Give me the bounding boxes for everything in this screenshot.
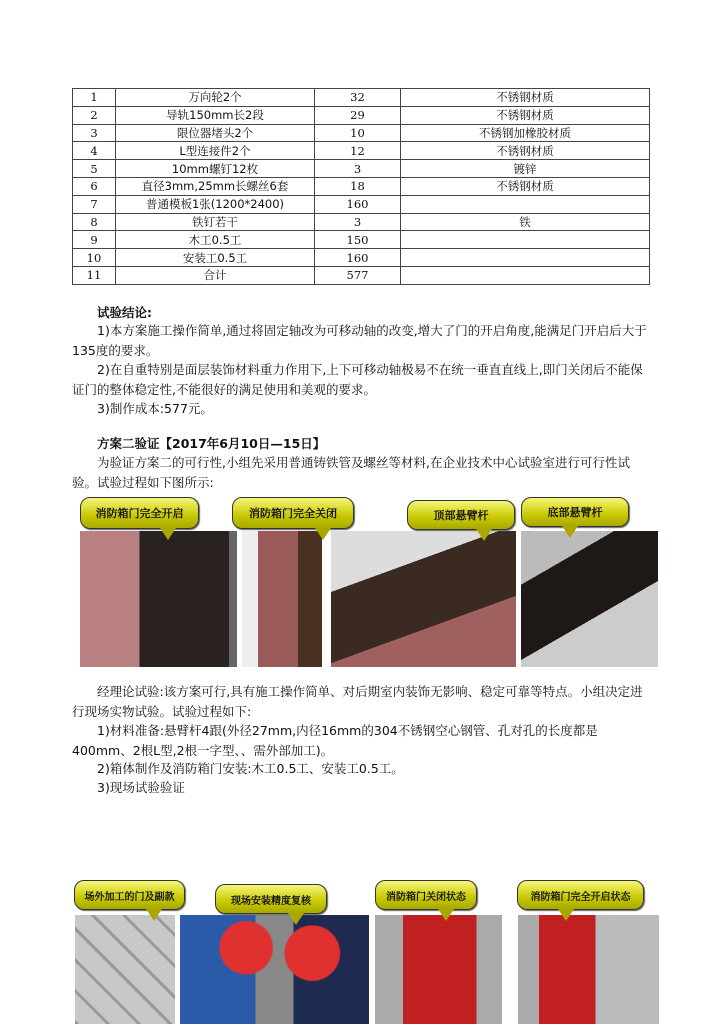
- material-cell: 镀锌: [401, 160, 650, 178]
- caption-callout: 现场安装精度复核: [215, 884, 327, 914]
- cost-cell: 3: [315, 213, 401, 231]
- conclusion-p3: 3)制作成本:577元。: [97, 401, 213, 416]
- table-row: [73, 106, 650, 124]
- material-cell: [401, 266, 650, 284]
- conclusion-p2: 2)在自重特别是面层装饰材料重力作用下,上下可移动轴极易不在统一垂直直线上,即门关闭后不能保证门的整体稳定性,不能很好的满足使用和美观的要求。: [72, 362, 643, 397]
- cost-cell: 29: [315, 106, 401, 124]
- row-number-cell: 2: [73, 106, 116, 124]
- caption-callout: 消防箱门关闭状态: [375, 880, 477, 910]
- row-number-cell: 4: [73, 142, 116, 160]
- row-number-cell: 10: [73, 249, 116, 267]
- row-number-cell: 11: [73, 266, 116, 284]
- table-row: [73, 89, 650, 107]
- cost-cell: 18: [315, 177, 401, 195]
- row-number-cell: 3: [73, 124, 116, 142]
- material-cell: 不锈钢材质: [401, 177, 650, 195]
- caption-callout: 消防箱门完全关闭: [232, 497, 354, 529]
- photo-bottom-arm: [521, 531, 658, 667]
- material-cell: 不锈钢材质: [401, 89, 650, 107]
- photo-door-closed-site: [375, 915, 502, 1024]
- item-name-cell: 合计: [116, 266, 315, 284]
- cost-cell: 10: [315, 124, 401, 142]
- photo-frame: [75, 915, 175, 1024]
- item-name-cell: 普通模板1张(1200*2400): [116, 195, 315, 213]
- table-row: [73, 266, 650, 284]
- plan2-p3: 2)箱体制作及消防箱门安装:木工0.5工、安装工0.5工。: [97, 761, 404, 776]
- row-number-cell: 9: [73, 231, 116, 249]
- item-name-cell: 万向轮2个: [116, 89, 315, 107]
- caption-callout: 消防箱门完全开启状态: [517, 880, 644, 910]
- plan2-p1: 经理论试验:该方案可行,具有施工操作简单、对后期室内装饰无影响、稳定可靠等特点。小组决定进行现场实物试验。试验过程如下:: [72, 684, 643, 719]
- cost-cell: 12: [315, 142, 401, 160]
- conclusion-p1: 1)本方案施工操作简单,通过将固定轴改为可移动轴的改变,增大了门的开启角度,能满足门开启后大于135度的要求。: [72, 323, 647, 358]
- material-cell: 不锈钢加橡胶材质: [401, 124, 650, 142]
- plan2-intro: 为验证方案二的可行性,小组先采用普通铸铁管及螺丝等材料,在企业技术中心试验室进行可行性试验。试验过程如下图所示:: [72, 455, 630, 490]
- material-cell: 不锈钢材质: [401, 142, 650, 160]
- cost-cell: 3: [315, 160, 401, 178]
- row-number-cell: 6: [73, 177, 116, 195]
- item-name-cell: 安装工0.5工: [116, 249, 315, 267]
- item-name-cell: 10mm螺钉12枚: [116, 160, 315, 178]
- plan2-title: 方案二验证【2017年6月10日—15日】: [97, 436, 326, 451]
- cost-cell: 150: [315, 231, 401, 249]
- photo-door-open: [80, 531, 237, 667]
- cost-cell: 160: [315, 249, 401, 267]
- photo-workers: [180, 915, 369, 1024]
- table-row: [73, 195, 650, 213]
- table-row: [73, 160, 650, 178]
- row-number-cell: 1: [73, 89, 116, 107]
- plan2-p4: 3)现场试验验证: [97, 780, 185, 795]
- item-name-cell: 限位器堵头2个: [116, 124, 315, 142]
- material-cell: [401, 249, 650, 267]
- caption-callout: 场外加工的门及副款: [74, 880, 185, 910]
- cost-table: [72, 88, 650, 285]
- table-row: [73, 249, 650, 267]
- photo-door-closed: [242, 531, 322, 667]
- conclusion-title: 试验结论:: [97, 305, 152, 320]
- table-row: [73, 124, 650, 142]
- caption-callout: 顶部悬臂杆: [407, 500, 515, 530]
- row-number-cell: 5: [73, 160, 116, 178]
- material-cell: 铁: [401, 213, 650, 231]
- material-cell: [401, 195, 650, 213]
- item-name-cell: 直径3mm,25mm长螺丝6套: [116, 177, 315, 195]
- caption-callout: 消防箱门完全开启: [80, 497, 199, 529]
- table-row: [73, 142, 650, 160]
- photo-top-arm: [331, 531, 516, 667]
- table-row: [73, 231, 650, 249]
- item-name-cell: 铁钉若干: [116, 213, 315, 231]
- item-name-cell: 木工0.5工: [116, 231, 315, 249]
- table-row: [73, 213, 650, 231]
- cost-cell: 577: [315, 266, 401, 284]
- table-row: [73, 177, 650, 195]
- item-name-cell: 导轨150mm长2段: [116, 106, 315, 124]
- material-cell: [401, 231, 650, 249]
- row-number-cell: 8: [73, 213, 116, 231]
- cost-cell: 160: [315, 195, 401, 213]
- item-name-cell: L型连接件2个: [116, 142, 315, 160]
- photo-door-open-site: [518, 915, 659, 1024]
- caption-callout: 底部悬臂杆: [521, 497, 629, 527]
- plan2-p2: 1)材料准备:悬臂杆4跟(外径27mm,内径16mm的304不锈钢空心钢管、孔对孔的长度都是400mm、2根L型,2根一字型、、需外部加工)。: [72, 723, 598, 758]
- row-number-cell: 7: [73, 195, 116, 213]
- cost-cell: 32: [315, 89, 401, 107]
- material-cell: 不锈钢材质: [401, 106, 650, 124]
